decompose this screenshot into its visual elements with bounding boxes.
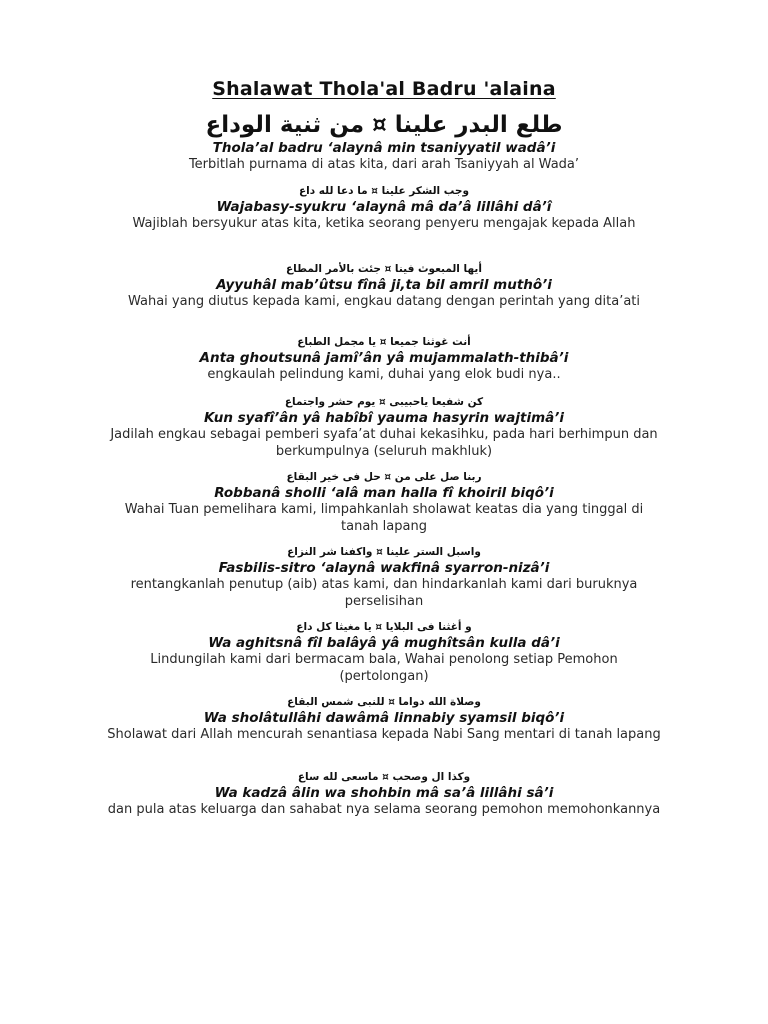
stanza-translation: Sholawat dari Allah mencurah senantiasa kepada Nabi Sang mentari di tanah lapang xyxy=(107,727,661,742)
stanza-arabic: وكذا ال وصحب ¤ ماسعى لله ساع xyxy=(297,771,471,783)
stanza-arabic: واسبل الستر علينا ¤ واكفنا شر النزاع xyxy=(287,546,481,558)
heading-arabic: طلع البدر علينا ¤ من ثنية الوداع xyxy=(205,112,563,138)
stanza-9 xyxy=(104,694,664,744)
stanza-translation: dan pula atas keluarga dan sahabat nya selama seorang pemohon memohonkannya xyxy=(107,802,661,817)
stanza-transliteration: Wa kadzâ âlin wa shohbin mâ sa’â lillâhi sâ’i xyxy=(214,785,554,801)
stanza-arabic: ربنا صل على من ¤ حل فى خير البقاع xyxy=(286,471,482,483)
stanza-transliteration: Fasbilis-sitro ‘alaynâ wakfinâ syarron-nizâ’i xyxy=(218,560,550,576)
stanza-transliteration: Wa sholâtullâhi dawâmâ linnabiy syamsil biqô’i xyxy=(203,710,565,726)
stanza-transliteration: Robbanâ sholli ‘alâ man halla fî khoiril biqô’i xyxy=(214,485,554,501)
stanza-transliteration: Ayyuhâl mab’ûtsu fînâ ji,ta bil amril muthô’i xyxy=(216,277,552,293)
stanza-arabic: أيها المبعوث فينا ¤ جئت بالأمر المطاع xyxy=(286,263,482,275)
stanza-translation: Lindungilah kami dari bermacam bala, Wahai penolong setiap Pemohon (pertolongan) xyxy=(150,652,618,684)
stanza-translation: rentangkanlah penutup (aib) atas kami, dan hindarkanlah kami dari buruknya perselisihan xyxy=(130,577,638,609)
stanza-transliteration: Wa aghitsnâ fîl balâyâ yâ mughîtsân kulla dâ’i xyxy=(208,635,560,651)
stanza-transliteration: Wajabasy-syukru ‘alaynâ mâ da’â lillâhi dâ’î xyxy=(216,199,552,215)
document-title: Shalawat Thola'al Badru 'alaina xyxy=(212,78,556,100)
stanza-translation: Terbitlah purnama di atas kita, dari arah Tsaniyyah al Wada’ xyxy=(188,157,580,172)
stanza-8 xyxy=(104,619,664,685)
stanza-arabic: وجب الشكر علينا ¤ ما دعا لله داع xyxy=(298,185,470,197)
stanza-arabic: كن شفيعا ياحبيبى ¤ يوم حشر واجتماع xyxy=(284,396,484,408)
stanza-3 xyxy=(104,261,664,311)
stanza-5 xyxy=(104,394,664,460)
stanza-2 xyxy=(104,183,664,233)
stanza-translation: engkaulah pelindung kami, duhai yang elok budi nya.. xyxy=(207,367,561,382)
stanza-transliteration: Kun syafî’ân yâ habîbî yauma hasyrin wajtimâ’i xyxy=(203,410,565,426)
stanza-10 xyxy=(104,769,664,819)
stanza-translation: Wajiblah bersyukur atas kita, ketika seorang penyeru mengajak kepada Allah xyxy=(132,216,636,231)
stanza-transliteration: Anta ghoutsunâ jamî’ân yâ mujammalath-thibâ’i xyxy=(199,350,569,366)
stanza-translation: Jadilah engkau sebagai pemberi syafa’at duhai kekasihku, pada hari berhimpun dan berkumpulnya (seluruh makhluk) xyxy=(110,427,658,459)
stanza-6 xyxy=(104,469,664,535)
stanza-arabic: وصلاة الله دواما ¤ للنبى شمس البقاع xyxy=(287,696,481,708)
stanza-arabic: أنت غوثنا جميعا ¤ يا مجمل الطباع xyxy=(297,336,471,348)
stanza-arabic: و أغثنا فى البلايا ¤ يا مغيثا كل داع xyxy=(296,621,472,633)
stanza-translation: Wahai Tuan pemelihara kami, limpahkanlah sholawat keatas dia yang tinggal di tanah lapang xyxy=(124,502,644,534)
stanza-4 xyxy=(104,334,664,384)
stanza-7 xyxy=(104,544,664,610)
stanza-translation: Wahai yang diutus kepada kami, engkau datang dengan perintah yang dita’ati xyxy=(127,294,640,309)
stanza-1 xyxy=(104,140,664,174)
stanza-transliteration: Thola’al badru ‘alaynâ min tsaniyyatil wadâ’i xyxy=(212,140,556,156)
